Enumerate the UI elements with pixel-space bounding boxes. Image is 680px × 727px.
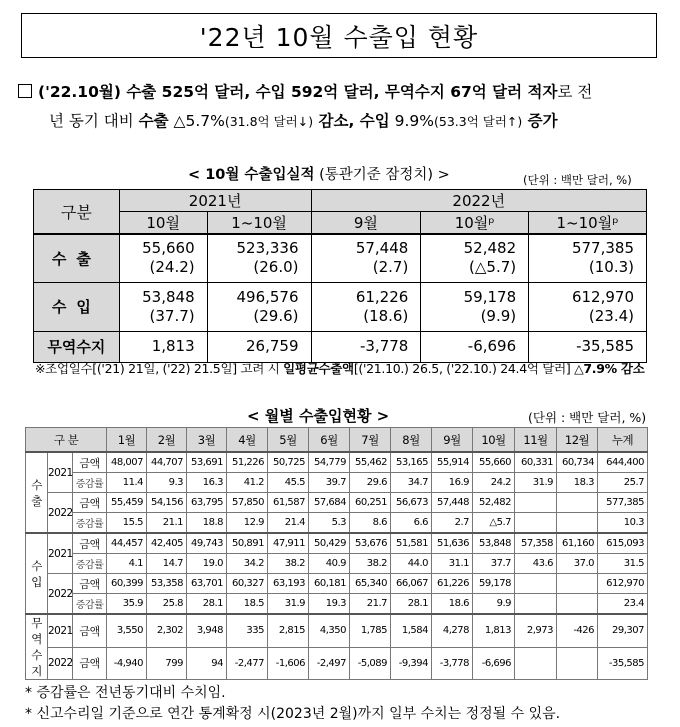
table-cell: 4.1 (107, 554, 147, 574)
table-cell (207, 282, 311, 331)
table-cell (515, 513, 557, 534)
group-label-import: 수입 (26, 533, 48, 614)
amount-label: 금액 (73, 493, 107, 513)
row-label-balance: 무역수지 (34, 331, 120, 362)
table-cell: 42,405 (147, 533, 187, 554)
cell-rate: (△5.7) (469, 258, 517, 277)
table-cell: -3,778 (432, 647, 473, 679)
summary-headline: 수출 525억 달러, 수입 592억 달러, 무역수지 67억 달러 적자 (126, 83, 558, 101)
table-cell (515, 493, 557, 513)
table-cell: 44,707 (147, 452, 187, 473)
table-cell: 56,673 (391, 493, 432, 513)
table-row (26, 614, 648, 647)
table1-year-2021: 2021년 (119, 190, 311, 212)
cell-rate: (23.4) (588, 306, 634, 325)
note1-text-d: △7.9% 감소 (574, 361, 645, 376)
table2-body (26, 428, 648, 680)
table-cell: 57,448 (432, 493, 473, 513)
summary-export-label: 수출 (138, 112, 169, 130)
table-cell: 12.9 (227, 513, 268, 534)
table-cell: 35.9 (107, 594, 147, 615)
table-cell (515, 594, 557, 615)
month-header: 10월 (473, 428, 515, 453)
table1-header-row (34, 190, 647, 212)
table-cell (529, 234, 647, 282)
cell-rate: (26.0) (253, 258, 299, 277)
table-cell: 65,340 (350, 574, 391, 594)
table-cell: 50,429 (309, 533, 350, 554)
table-cell: 61,160 (557, 533, 598, 554)
table-row (26, 533, 648, 554)
summary-period: ('22.10월) (38, 83, 127, 101)
table-row (26, 452, 648, 473)
cell-value: 523,336 (236, 239, 299, 258)
table-cell: 61,587 (268, 493, 309, 513)
table-cell: 24.2 (473, 473, 515, 493)
table-cell: -2,477 (227, 647, 268, 679)
table2-head-label: 구 분 (26, 428, 107, 453)
table-cell: 50,891 (227, 533, 268, 554)
year-label: 2022 (48, 647, 73, 679)
table-cell: 31.5 (598, 554, 648, 574)
month-header: 2월 (147, 428, 187, 453)
cell-value: 61,226 (355, 287, 409, 306)
table-cell: 31.9 (268, 594, 309, 615)
table-cell: 3,550 (107, 614, 147, 647)
table-cell: -1,606 (268, 647, 309, 679)
table-cell: 60,734 (557, 452, 598, 473)
table-cell: 4,350 (309, 614, 350, 647)
table-cell (557, 493, 598, 513)
table-cell: 94 (187, 647, 227, 679)
table-cell: 19.3 (309, 594, 350, 615)
table1-subheader-row (34, 212, 647, 235)
table-cell: 16.3 (187, 473, 227, 493)
group-label-line: 수지 (31, 648, 42, 678)
table-cell: 60,251 (350, 493, 391, 513)
row-label-import: 수입 (34, 282, 120, 331)
summary-export-rate: △5.7% (168, 112, 225, 130)
table-cell: 8.6 (350, 513, 391, 534)
table-cell: 21.4 (268, 513, 309, 534)
table-row (34, 282, 647, 331)
table-cell: 4,278 (432, 614, 473, 647)
table-cell: 2,302 (147, 614, 187, 647)
table-cell: 1,584 (391, 614, 432, 647)
year-label: 2022 (48, 493, 73, 534)
table-cell: 28.1 (187, 594, 227, 615)
month-header: 3월 (187, 428, 227, 453)
table-cell: 40.9 (309, 554, 350, 574)
table-row (26, 647, 648, 679)
table-cell: 577,385 (598, 493, 648, 513)
table-cell: 2.7 (432, 513, 473, 534)
year-label: 2021 (48, 452, 73, 493)
table2-header-row (26, 428, 648, 453)
table-row (26, 493, 648, 513)
table-cell: 54,779 (309, 452, 350, 473)
rate-label: 증감률 (73, 594, 107, 615)
table-cell: 11.4 (107, 473, 147, 493)
amount-label: 금액 (73, 647, 107, 679)
group-label-line: 무역 (31, 616, 42, 646)
table1-col-header: 10월ᵖ (421, 212, 529, 235)
table-cell: 615,093 (598, 533, 648, 554)
month-header: 6월 (309, 428, 350, 453)
month-header: 8월 (391, 428, 432, 453)
table-cell: 1,813 (119, 331, 207, 362)
table-cell: 335 (227, 614, 268, 647)
summary (18, 78, 668, 136)
page-title (21, 13, 657, 58)
table-cell: 5.3 (309, 513, 350, 534)
cell-value: 496,576 (236, 287, 299, 306)
table-cell: 1,785 (350, 614, 391, 647)
table-cell: 55,459 (107, 493, 147, 513)
page-title-text: '22년 10월 수출입 현황 (199, 22, 479, 52)
table-cell (119, 234, 207, 282)
cell-rate: (37.7) (149, 306, 195, 325)
table-cell: 63,193 (268, 574, 309, 594)
amount-label: 금액 (73, 452, 107, 473)
year-label: 2021 (48, 533, 73, 574)
cell-value: 53,848 (142, 287, 195, 306)
table-cell (119, 282, 207, 331)
table-cell: 60,327 (227, 574, 268, 594)
table1-col-header: 1~10월 (207, 212, 311, 235)
table-cell: 37.0 (557, 554, 598, 574)
cell-value: 612,970 (571, 287, 634, 306)
table1-title-rest: (통관기준 잠정치) > (314, 167, 450, 183)
table-cell: -35,585 (598, 647, 648, 679)
table-cell: 54,156 (147, 493, 187, 513)
table-cell: 50,725 (268, 452, 309, 473)
table1-title (188, 163, 450, 184)
table-cell: 51,226 (227, 452, 268, 473)
rate-label: 증감률 (73, 513, 107, 534)
table-cell: 53,165 (391, 452, 432, 473)
table1-head-label: 구분 (34, 190, 120, 235)
table-row (26, 594, 648, 615)
table-cell: 57,358 (515, 533, 557, 554)
month-header: 12월 (557, 428, 598, 453)
table-cell (557, 513, 598, 534)
rate-label: 증감률 (73, 473, 107, 493)
table-cell: 644,400 (598, 452, 648, 473)
table-cell: 14.7 (147, 554, 187, 574)
table-cell: 39.7 (309, 473, 350, 493)
table-cell: 23.4 (598, 594, 648, 615)
table-cell: 51,636 (432, 533, 473, 554)
amount-label: 금액 (73, 574, 107, 594)
cell-value: 57,448 (355, 239, 409, 258)
table-cell: 38.2 (268, 554, 309, 574)
month-header: 5월 (268, 428, 309, 453)
table-cell: 60,399 (107, 574, 147, 594)
table-cell: 57,684 (309, 493, 350, 513)
table-cell: 9.9 (473, 594, 515, 615)
table-cell: 1,813 (473, 614, 515, 647)
table-cell: 43.6 (515, 554, 557, 574)
cell-rate: (9.9) (480, 306, 517, 325)
summary-import-diff: (53.3억 달러↑) (434, 114, 523, 129)
table-cell: 55,914 (432, 452, 473, 473)
table-cell (529, 282, 647, 331)
table-cell: -35,585 (529, 331, 647, 362)
note1-text-a: ※조업일수[('21) 21일, ('22) 21.5일] 고려 시 (35, 361, 284, 376)
table-cell: 51,581 (391, 533, 432, 554)
table-cell: 2,973 (515, 614, 557, 647)
table1-year-2022: 2022년 (311, 190, 646, 212)
table-cell: 31.9 (515, 473, 557, 493)
table-row (26, 513, 648, 534)
row-label-export: 수출 (34, 234, 120, 282)
month-header: 4월 (227, 428, 268, 453)
year-label: 2022 (48, 574, 73, 615)
table-cell: 44.0 (391, 554, 432, 574)
table-cell: 53,848 (473, 533, 515, 554)
table-cell: 612,970 (598, 574, 648, 594)
table-cell: 29,307 (598, 614, 648, 647)
group-label-balance (26, 614, 48, 680)
note1-text-c: [('21.10.) 26.5, ('22.10.) 24.4억 달러] (353, 361, 575, 376)
table-cell: 21.7 (350, 594, 391, 615)
table-cell (207, 234, 311, 282)
cell-value: 577,385 (571, 239, 634, 258)
table1-unit: (단위 : 백만 달러, %) (523, 173, 632, 187)
cell-rate: (2.7) (372, 258, 409, 277)
footnote-2: * 신고수리일 기준으로 연간 통계확정 시(2023년 2월)까지 일부 수치는 정정될 수 있음. (25, 706, 561, 722)
table-cell: 34.7 (391, 473, 432, 493)
table-cell: -6,696 (473, 647, 515, 679)
table-cell: 18.8 (187, 513, 227, 534)
summary-export-diff: (31.8억 달러↓) (224, 114, 314, 129)
month-header: 9월 (432, 428, 473, 453)
rate-label: 증감률 (73, 554, 107, 574)
table-row (34, 234, 647, 282)
table-cell: 25.7 (598, 473, 648, 493)
summary-connector: 로 전 (557, 83, 593, 101)
table-cell: 55,462 (350, 452, 391, 473)
month-header: 누계 (598, 428, 648, 453)
table-cell: 10.3 (598, 513, 648, 534)
amount-label: 금액 (73, 533, 107, 554)
monthly-trade-table (25, 427, 648, 680)
table-cell: -426 (557, 614, 598, 647)
table-cell: 799 (147, 647, 187, 679)
amount-label: 금액 (73, 614, 107, 647)
table-cell (311, 282, 421, 331)
table-cell: 3,948 (187, 614, 227, 647)
table-cell: 37.7 (473, 554, 515, 574)
table-cell: 31.1 (432, 554, 473, 574)
daily-average-note (35, 359, 644, 377)
table-cell: 57,850 (227, 493, 268, 513)
table-cell: 18.3 (557, 473, 598, 493)
note1-text-b: 일평균수출액 (283, 361, 354, 376)
table-cell: 34.2 (227, 554, 268, 574)
summary-import-rate: 9.9% (389, 112, 434, 130)
table-cell: 47,911 (268, 533, 309, 554)
year-label: 2021 (48, 614, 73, 647)
table-cell: 52,482 (473, 493, 515, 513)
table-cell: -9,394 (391, 647, 432, 679)
table-cell: 53,676 (350, 533, 391, 554)
table1-col-header: 9월 (311, 212, 421, 235)
table-cell: 18.6 (432, 594, 473, 615)
table-cell: 53,691 (187, 452, 227, 473)
cell-rate: (24.2) (149, 258, 195, 277)
table-cell: 19.0 (187, 554, 227, 574)
month-header: 7월 (350, 428, 391, 453)
table-cell (557, 647, 598, 679)
summary-line-2 (18, 107, 668, 136)
table-row (26, 554, 648, 574)
table-cell: -6,696 (421, 331, 529, 362)
table-cell (311, 234, 421, 282)
summary-increase: 증가 (522, 112, 558, 130)
table-cell (421, 282, 529, 331)
table-cell: 45.5 (268, 473, 309, 493)
table-cell: -4,940 (107, 647, 147, 679)
table-cell: 41.2 (227, 473, 268, 493)
checkbox-square-icon (18, 84, 32, 98)
table-cell: 25.8 (147, 594, 187, 615)
table-cell: 60,331 (515, 452, 557, 473)
table-cell: 66,067 (391, 574, 432, 594)
table-cell: 61,226 (432, 574, 473, 594)
cell-value: 55,660 (142, 239, 195, 258)
table-cell: 9.3 (147, 473, 187, 493)
table-cell: 48,007 (107, 452, 147, 473)
table-cell: 49,743 (187, 533, 227, 554)
table-cell: 6.6 (391, 513, 432, 534)
table-cell: 55,660 (473, 452, 515, 473)
table-cell: 15.5 (107, 513, 147, 534)
table-cell: 18.5 (227, 594, 268, 615)
table-cell: 44,457 (107, 533, 147, 554)
table-cell: 26,759 (207, 331, 311, 362)
table-cell (515, 574, 557, 594)
table-cell (515, 647, 557, 679)
table-cell: 29.6 (350, 473, 391, 493)
cell-value: 59,178 (463, 287, 517, 306)
table-cell: 38.2 (350, 554, 391, 574)
table-cell: 21.1 (147, 513, 187, 534)
table-cell: -3,778 (311, 331, 421, 362)
cell-rate: (10.3) (588, 258, 634, 277)
table-row (26, 473, 648, 493)
table-cell: 63,701 (187, 574, 227, 594)
table1-col-header: 1~10월ᵖ (529, 212, 647, 235)
table1-title-bold: < 10월 수출입실적 (188, 167, 315, 183)
cell-rate: (29.6) (253, 306, 299, 325)
table-cell (557, 574, 598, 594)
table1-col-header: 10월 (119, 212, 207, 235)
table-cell (421, 234, 529, 282)
table-cell: 63,795 (187, 493, 227, 513)
table-cell: 2,815 (268, 614, 309, 647)
table-cell (557, 594, 598, 615)
table-row (34, 331, 647, 362)
summary-decrease-import: 감소, 수입 (313, 112, 390, 130)
table-cell: 16.9 (432, 473, 473, 493)
footnote-1: * 증감률은 전년동기대비 수치임. (25, 685, 226, 701)
table-cell: -5,089 (350, 647, 391, 679)
month-header: 1월 (107, 428, 147, 453)
table2-unit: (단위 : 백만 달러, %) (528, 410, 647, 425)
table-cell: 59,178 (473, 574, 515, 594)
table-row (26, 574, 648, 594)
table-cell: 53,358 (147, 574, 187, 594)
cell-value: 52,482 (463, 239, 517, 258)
monthly-summary-table (33, 189, 647, 363)
table-cell: 60,181 (309, 574, 350, 594)
cell-rate: (18.6) (363, 306, 409, 325)
table2-title: < 월별 수출입현황 > (247, 407, 390, 425)
table-cell: -2,497 (309, 647, 350, 679)
month-header: 11월 (515, 428, 557, 453)
table-cell: △5.7 (473, 513, 515, 534)
table-cell: 28.1 (391, 594, 432, 615)
summary-line-1 (18, 78, 668, 107)
group-label-export: 수출 (26, 452, 48, 533)
summary-compare: 년 동기 대비 (49, 112, 139, 130)
